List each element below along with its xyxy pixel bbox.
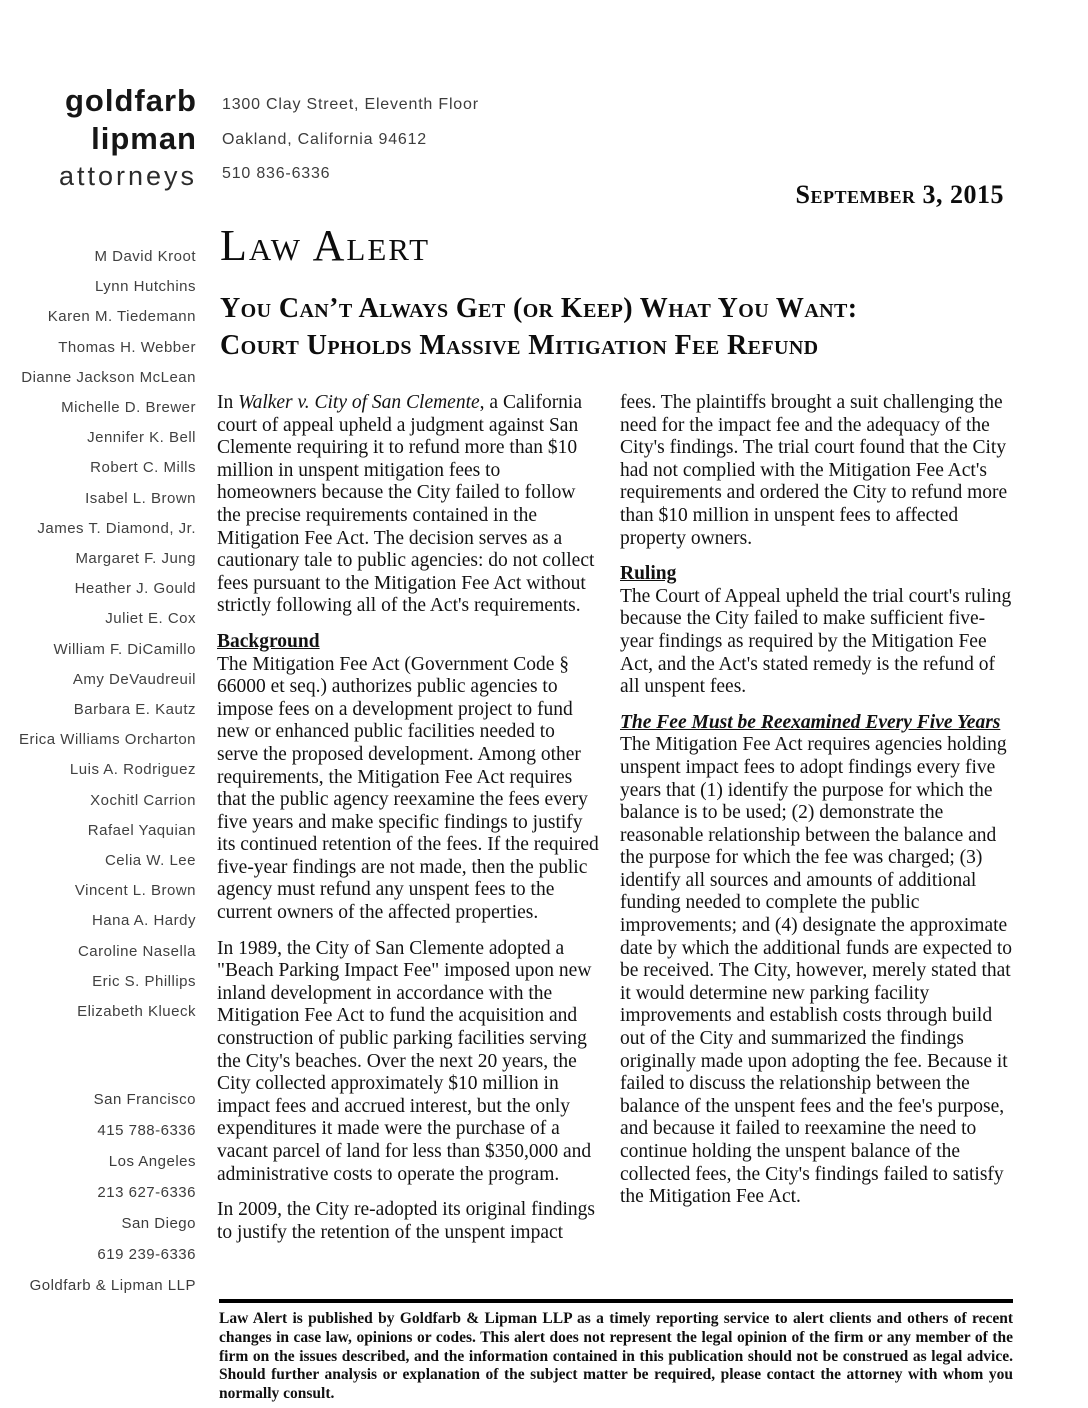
attorney-name: Hana A. Hardy: [91, 912, 196, 930]
ruling-heading: Ruling: [620, 563, 677, 585]
attorney-name: Heather J. Gould: [74, 580, 196, 598]
office-city: Los Angeles: [108, 1153, 196, 1170]
office-phone: 415 788-6336: [97, 1122, 196, 1139]
history-1989-paragraph: In 1989, the City of San Clemente adopted a "Beach Parking Impact Fee" imposed upon new inland development in accordance with the Mitigation Fee Act to fund the acquisition and construction of public parking facilities serving the City's beaches. Over the next 20 years, the City collected approximately $10 million in impact fees and accrued interest, but the only expenditures it made were the purchase of a vacant parcel of land for less than $350,000 and administrative costs to operate the program.: [217, 937, 592, 1185]
logo-word-lipman: lipman: [91, 121, 197, 156]
firm-name: Goldfarb & Lipman LLP: [29, 1277, 196, 1294]
attorney-name: Thomas H. Webber: [58, 338, 196, 356]
attorney-name: William F. DiCamillo: [53, 640, 196, 658]
five-year-heading: The Fee Must be Reexamined Every Five Years: [620, 711, 1001, 733]
article-column-right: [620, 392, 1014, 1209]
attorney-name: Lynn Hutchins: [95, 278, 196, 296]
attorney-name: Robert C. Mills: [90, 459, 196, 477]
headline-line-2: Court Upholds Massive Mitigation Fee Refund: [220, 330, 819, 361]
attorney-name: Celia W. Lee: [104, 852, 196, 870]
address-city: Oakland, California 94612: [222, 130, 428, 148]
logo-word-attorneys: attorneys: [58, 161, 197, 191]
attorney-name: Eric S. Phillips: [92, 972, 196, 990]
article-headline: [220, 290, 858, 364]
attorney-name: Elizabeth Klueck: [77, 1003, 196, 1021]
office-city: San Diego: [121, 1215, 196, 1232]
attorney-name: Rafael Yaquian: [87, 821, 196, 839]
attorney-name: Margaret F. Jung: [75, 550, 196, 568]
attorney-name: Amy DeVaudreuil: [72, 670, 196, 688]
attorney-name: Karen M. Tiedemann: [47, 308, 196, 326]
attorney-name: Luis A. Rodriguez: [69, 761, 196, 779]
attorney-name: Caroline Nasella: [77, 942, 196, 960]
background-paragraph: The Mitigation Fee Act (Government Code § 66000 et seq.) authorizes public agencies to impose fees on a development project to fund new or enhanced public facilities needed to serve the proposed development. Among other requirements, the Mitigation Fee Act requires that the public agency reexamine the fees every five years and make specific findings to justify its continued retention of the fees. If the required five-year findings are not made, then the public agency must refund any unspent fees to the current owners of the affected properties.: [217, 653, 599, 924]
address-street: 1300 Clay Street, Eleventh Floor: [222, 96, 479, 113]
attorney-list: [0, 242, 196, 1027]
article-column-left: [217, 392, 600, 1244]
ruling-paragraph: The Court of Appeal upheld the trial court's ruling because the City failed to make sufficient five-year findings as required by the Mitigation Fee Act, and the Act's stated remedy is the refund of all unspent fees.: [620, 585, 1012, 698]
intro-pre: In: [217, 392, 239, 413]
history-2009-paragraph: In 2009, the City re-adopted its original findings to justify the retention of the unspent impact: [217, 1199, 596, 1243]
attorney-name: Michelle D. Brewer: [61, 399, 196, 417]
headline-line-1: You Can’t Always Get (or Keep) What You Want:: [220, 293, 858, 324]
five-year-paragraph: The Mitigation Fee Act requires agencies holding unspent impact fees to adopt findings every five years that (1) identify the purpose for which the balance is to be used; (2) demonstrate the reasonable relationship between the balance and the purpose for which the fee was charged; (3) identify all sources and amounts of additional funding needed to complete the public improvements; and (4) designate the approximate date by which the additional funds are expected to be received. The City, however, merely stated that it would determine new parking facility improvements and establish costs through build out of the City and summarized the findings originally made upon adopting the fee. Because it failed to discuss the relationship between the balance of the unspent fees and the fee's purpose, and because it failed to reexamine the need to continue holding the unspent balance of the collected fees, the City's findings failed to satisfy the Mitigation Fee Act.: [620, 734, 1013, 1208]
office-city: San Francisco: [93, 1091, 196, 1108]
attorney-name: Jennifer K. Bell: [87, 429, 196, 447]
issue-date: September 3, 2015: [795, 180, 1004, 209]
logo-word-goldfarb: goldfarb: [65, 83, 197, 118]
attorney-name: James T. Diamond, Jr.: [37, 519, 196, 537]
page-title: Law Alert: [220, 221, 431, 270]
firm-logo: [0, 82, 197, 195]
attorney-name: Vincent L. Brown: [74, 882, 196, 900]
background-heading: Background: [217, 630, 320, 652]
office-phone: 619 239-6336: [97, 1246, 196, 1263]
attorney-name: Isabel L. Brown: [85, 489, 196, 507]
intro-paragraph: [217, 392, 600, 618]
history-2009-continued: fees. The plaintiffs brought a suit challenging the need for the impact fee and the adequacy of the City's findings. The trial court found that the City had not complied with the Mitigation Fee Act's requirements and ordered the City to refund more than $10 million in unspent fees to affected property owners.: [620, 392, 1008, 549]
attorney-name: Erica Williams Orcharton: [18, 731, 196, 749]
attorney-name: Xochitl Carrion: [90, 791, 196, 809]
footer-divider: [219, 1299, 1013, 1303]
attorney-name: Juliet E. Cox: [105, 610, 196, 628]
address-phone: 510 836-6336: [222, 165, 331, 182]
footer: [219, 1299, 1013, 1404]
attorney-name: Dianne Jackson McLean: [21, 368, 196, 386]
office-phone: 213 627-6336: [97, 1184, 196, 1201]
case-citation: Walker v. City of San Clemente: [238, 392, 480, 413]
office-list: [0, 1084, 196, 1301]
intro-rest: , a California court of appeal upheld a judgment against San Clemente requiring it to refund more than $10 million in unspent mitigation fees to homeowners because the City failed to follow the precise requirements contained in the Mitigation Fee Act. The decision serves as a cautionary tale to public agencies: do not collect fees pursuant to the Mitigation Fee Act without strictly following all of the Act's requirements.: [217, 392, 595, 617]
attorney-name: M David Kroot: [94, 248, 196, 265]
attorney-name: Barbara E. Kautz: [73, 701, 196, 719]
disclaimer-text: Law Alert is published by Goldfarb & Lipman LLP as a timely reporting service to alert clients and others of recent changes in case law, opinions or codes. This alert does not represent the legal opinion of the firm or any member of the firm on the issues described, and the information contained in this publication should not be construed as legal advice. Should further analysis or explanation of the subject matter be required, please contact the attorney with whom you normally consult.: [219, 1310, 1013, 1403]
firm-address: [222, 88, 479, 192]
